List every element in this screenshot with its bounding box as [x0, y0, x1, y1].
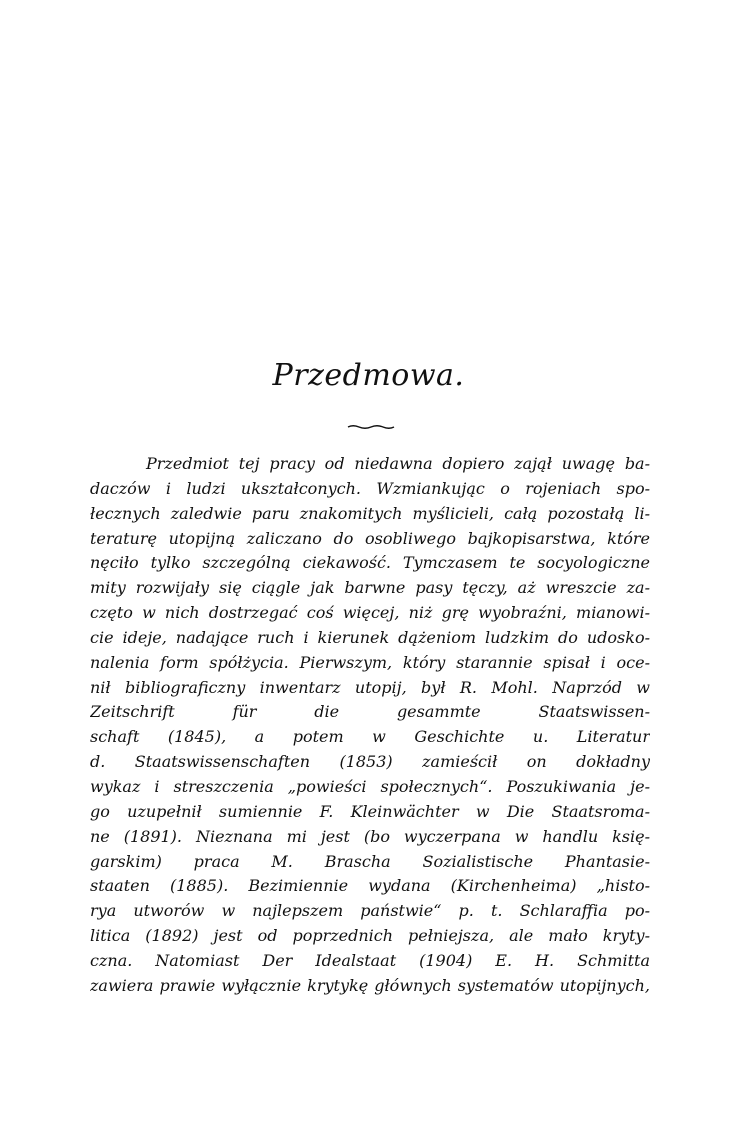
text-line: teraturę utopijną zaliczano do osobliwego bajkopisarstwa, które — [90, 528, 650, 548]
title-divider-ornament — [347, 424, 395, 430]
preface-text — [90, 452, 650, 999]
text-line: zawiera prawie wyłącznie krytykę głównych systematów utopijnych, — [90, 975, 650, 995]
page-title: Przedmowa. — [272, 358, 465, 393]
text-line: nił bibliograficzny inwentarz utopij, był R. Mohl. Naprzód w — [90, 677, 650, 697]
text-line: ne (1891). Nieznana mi jest (bo wyczerpana w handlu księ- — [90, 826, 650, 846]
text-line: łecznych zaledwie paru znakomitych myślicieli, całą pozostałą li- — [90, 503, 650, 523]
text-line: Przedmiot tej pracy od niedawna dopiero zajął uwagę ba- — [146, 454, 650, 473]
text-line: cie ideje, nadające ruch i kierunek dążeniom ludzkim do udosko- — [90, 627, 650, 647]
text-line: go uzupełnił sumiennie F. Kleinwächter w Die Staatsroma- — [90, 801, 650, 821]
text-line: częto w nich dostrzegać coś więcej, niż grę wyobraźni, mianowi- — [90, 603, 650, 623]
text-line: litica (1892) jest od poprzednich pełniejsza, ale mało kryty- — [90, 926, 650, 946]
text-line: mity rozwijały się ciągle jak barwne pasy tęczy, aż wreszcie za- — [90, 578, 650, 598]
text-line: garskim) praca M. Brascha Sozialistische Phantasie- — [90, 851, 650, 871]
text-line: daczów i ludzi ukształconych. Wzmiankując o rojeniach spo- — [90, 478, 650, 498]
text-line: czna. Natomiast Der Idealstaat (1904) E. H. Schmitta — [90, 950, 650, 970]
text-line: staaten (1885). Bezimiennie wydana (Kirchenheima) „histo- — [90, 876, 650, 896]
text-line: nęciło tylko szczególną ciekawość. Tymczasem te socyologiczne — [90, 553, 650, 573]
text-line: wykaz i streszczenia „powieści społecznych“. Poszukiwania je- — [90, 776, 650, 796]
text-line: schaft (1845), a potem w Geschichte u. Literatur — [90, 727, 650, 747]
text-line: Zeitschrift für die gesammte Staatswissen- — [90, 702, 650, 722]
text-line: rya utworów w najlepszem państwie“ p. t. Schlaraffia po- — [90, 901, 650, 921]
text-line: d. Staatswissenschaften (1853) zamieścił on dokładny — [90, 752, 650, 772]
text-line: nalenia form spółżycia. Pierwszym, który starannie spisał i oce- — [90, 652, 650, 672]
